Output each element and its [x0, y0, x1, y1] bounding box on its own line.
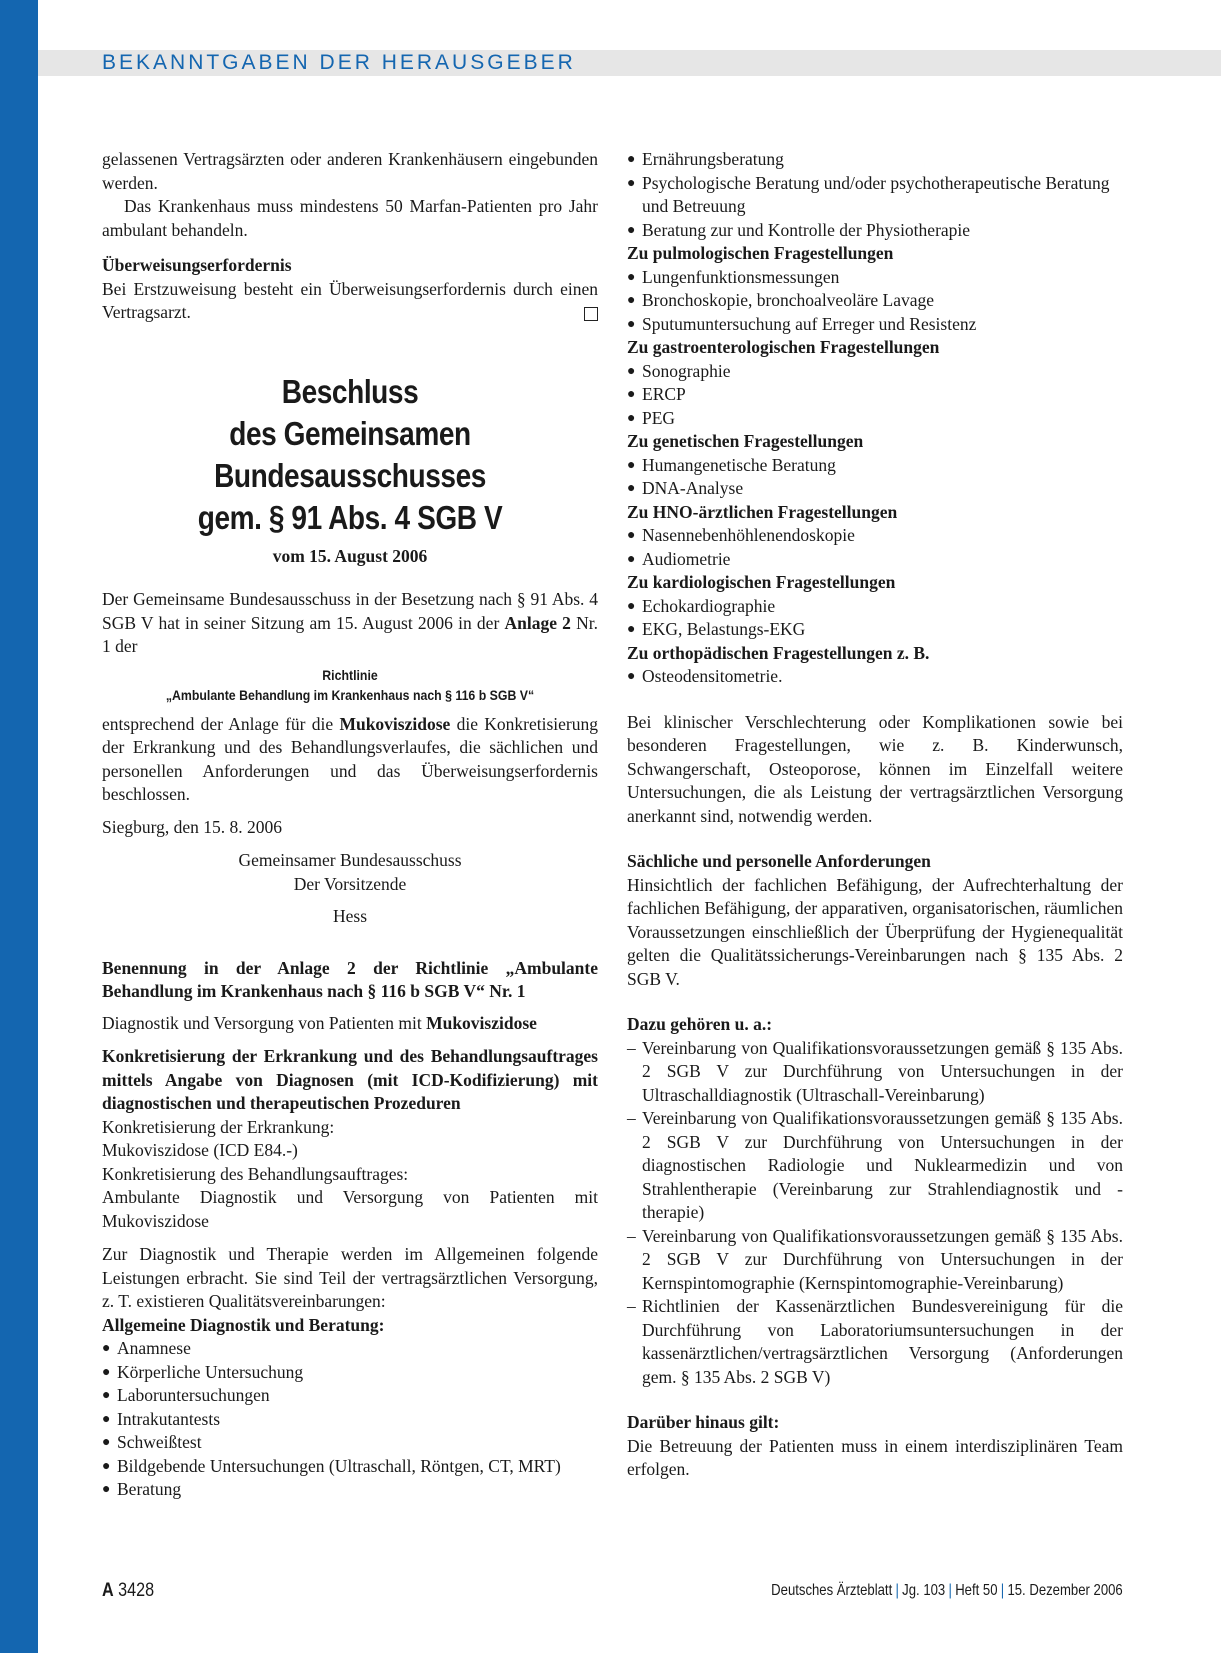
list-item: ● Ernährungsberatung [627, 148, 1123, 172]
intro-paragraph-2: Das Krankenhaus muss mindestens 50 Marfan-Patienten pro Jahr ambulant behandeln. [102, 196, 598, 240]
ueberweisung-heading: Überweisungserfordernis [102, 255, 292, 275]
list-item: ● Bildgebende Untersuchungen (Ultraschall, Röntgen, CT, MRT) [102, 1455, 598, 1479]
sidebar-accent-bar [0, 0, 38, 1653]
konkretisierung-line: Konkretisierung der Erkrankung: [102, 1116, 335, 1137]
list-item: ● Intrakutantests [102, 1408, 598, 1432]
title-line: Beschluss [281, 372, 419, 410]
resolution-date: vom 15. August 2006 [272, 545, 428, 566]
signature-org: Gemeinsamer Bundesausschuss [238, 850, 462, 870]
journal-name: Deutsches Ärzteblatt [771, 1582, 893, 1599]
gastro-list [627, 360, 1123, 431]
darueber-heading: Darüber hinaus gilt: [627, 1412, 780, 1432]
diagnostik-line: Diagnostik und Versorgung von Patienten mit Mukoviszidose [102, 1012, 537, 1033]
right-column [627, 148, 1123, 1482]
list-item: ● EKG, Belastungs-EKG [627, 618, 1123, 642]
resolution-paragraph-2: entsprechend der Anlage für die Mukoviszidose die Konkretisierung der Erkrankung und des Behandlungsverlaufes, die sächlichen und personellen Anforderungen und das Überweisungserfordernis beschlossen. [102, 713, 598, 804]
saechlich-text: Hinsichtlich der fachlichen Befähigung, der Aufrechterhaltung der fachlichen Befähigung, der apparativen, organisatorischen, räumlichen Voraussetzungen einschließlich der Überprüfung der Hygienequalität gelten die Qualitätssicherungs-Vereinbarungen nach § 135 Abs. 2 SGB V. [627, 874, 1123, 989]
footer-citation: Deutsches Ärzteblatt | Jg. 103 | Heft 50 | 15. Dezember 2006 [771, 1582, 1123, 1599]
kardio-list [627, 595, 1123, 642]
list-item: ● Humangenetische Beratung [627, 454, 1123, 478]
beratung-list [627, 148, 1123, 242]
darueber-text: Die Betreuung der Patienten muss in einem interdisziplinären Team erfolgen. [627, 1435, 1123, 1479]
allgemeine-heading: Allgemeine Diagnostik und Beratung: [102, 1314, 385, 1335]
hno-list [627, 524, 1123, 571]
left-column [102, 148, 598, 1502]
page-number: A 3428 [102, 1580, 155, 1601]
richtlinie-name: „Ambulante Behandlung im Krankenhaus nach § 116 b SGB V“ [165, 686, 535, 703]
richtlinie-title [132, 665, 568, 705]
list-item: ● Lungenfunktionsmessungen [627, 266, 1123, 290]
konkretisierung-heading: Konkretisierung der Erkrankung und des Behandlungsauftrages mittels Angabe von Diagnosen (mit ICD-Kodifizierung) mit diagnostischen und therapeutischen Prozeduren [102, 1046, 598, 1113]
list-item: – Vereinbarung von Qualifikationsvoraussetzungen gemäß § 135 Abs. 2 SGB V zur Durchführung von Untersuchungen in der Kernspintomographie (Kernspintomographie-Vereinbarung) [627, 1225, 1123, 1296]
volume: Jg. 103 [902, 1582, 946, 1599]
list-item: – Richtlinien der Kassenärztlichen Bundesvereinigung für die Durchführung von Laboratoriumsuntersuchungen in der kassenärztlichen/vertragsärztlichen Versorgung (Anforderungen gem. § 135 Abs. 2 SGB V) [627, 1295, 1123, 1389]
ortho-list [627, 665, 1123, 689]
klinisch-paragraph: Bei klinischer Verschlechterung oder Komplikationen sowie bei besonderen Fragestellungen, wie z. B. Kinderwunsch, Schwangerschaft, Osteoporose, können im Einzelfall weitere Untersuchungen, die als Leistung der vertragsärztlichen Versorgung anerkannt sind, notwendig werden. [627, 711, 1123, 826]
issue-date: 15. Dezember 2006 [1007, 1582, 1123, 1599]
list-item: ● Beratung [102, 1478, 598, 1502]
list-item: ● Echokardiographie [627, 595, 1123, 619]
title-line: des Gemeinsamen Bundesausschusses [214, 414, 486, 494]
kardio-heading: Zu kardiologischen Fragestellungen [627, 572, 896, 592]
allgemeine-list [102, 1337, 598, 1502]
list-item: ● ERCP [627, 383, 1123, 407]
list-item: ● Sonographie [627, 360, 1123, 384]
konkretisierung-line: Konkretisierung des Behandlungsauftrages: [102, 1163, 409, 1184]
signature-role: Der Vorsitzende [293, 873, 407, 894]
genet-list [627, 454, 1123, 501]
hno-heading: Zu HNO-ärztlichen Fragestellungen [627, 501, 898, 522]
saechlich-heading: Sächliche und personelle Anforderungen [627, 851, 931, 871]
list-item: ● Osteodensitometrie. [627, 665, 1123, 689]
genet-heading: Zu genetischen Fragestellungen [627, 431, 864, 451]
konkretisierung-line: Ambulante Diagnostik und Versorgung von Patienten mit Mukoviszidose [102, 1187, 598, 1231]
intro-paragraph: gelassenen Vertragsärzten oder anderen Krankenhäusern eingebunden werden. [102, 149, 598, 193]
issue: Heft 50 [955, 1582, 998, 1599]
gastro-heading: Zu gastroenterologischen Fragestellungen [627, 337, 940, 357]
signature-name: Hess [332, 906, 368, 926]
dazu-list [627, 1037, 1123, 1390]
list-item: – Vereinbarung von Qualifikationsvoraussetzungen gemäß § 135 Abs. 2 SGB V zur Durchführung von Untersuchungen in der diagnostischen Radiologie und Nuklearmedizin und von Strahlentherapie (Vereinbarung zur Strahlendiagnostik und -therapie) [627, 1107, 1123, 1225]
end-mark-icon [584, 307, 598, 321]
list-item: – Vereinbarung von Qualifikationsvoraussetzungen gemäß § 135 Abs. 2 SGB V zur Durchführung von Untersuchungen in der Ultraschalldiagnostik (Ultraschall-Vereinbarung) [627, 1037, 1123, 1108]
richtlinie-label: Richtlinie [322, 666, 378, 683]
list-item: ● Beratung zur und Kontrolle der Physiotherapie [627, 219, 1123, 243]
dazu-heading: Dazu gehören u. a.: [627, 1014, 773, 1034]
list-item: ● Nasennebenhöhlenendoskopie [627, 524, 1123, 548]
list-item: ● Psychologische Beratung und/oder psychotherapeutische Beratung und Betreuung [627, 172, 1123, 219]
list-item: ● PEG [627, 407, 1123, 431]
konkretisierung-line: Mukoviszidose (ICD E84.-) [102, 1140, 298, 1160]
resolution-paragraph: Der Gemeinsame Bundesausschuss in der Besetzung nach § 91 Abs. 4 SGB V hat in seiner Sitzung am 15. August 2006 in der Anlage 2 Nr. 1 der [102, 589, 599, 656]
ueberweisung-text: Bei Erstzuweisung besteht ein Überweisungserfordernis durch einen Vertragsarzt. [102, 278, 598, 322]
ortho-heading: Zu orthopädischen Fragestellungen z. B. [627, 642, 930, 663]
list-item: ● Körperliche Untersuchung [102, 1361, 598, 1385]
list-item: ● Sputumuntersuchung auf Erreger und Resistenz [627, 313, 1123, 337]
title-line: gem. § 91 Abs. 4 SGB V [197, 498, 503, 536]
pulmo-heading: Zu pulmologischen Fragestellungen [627, 243, 894, 263]
resolution-title [139, 371, 561, 539]
pulmo-list [627, 266, 1123, 337]
section-header: BEKANNTGABEN DER HERAUSGEBER [102, 51, 576, 74]
list-item: ● Anamnese [102, 1337, 598, 1361]
benennung-heading: Benennung in der Anlage 2 der Richtlinie „Ambulante Behandlung im Krankenhaus nach § 116 b SGB V“ Nr. 1 [102, 957, 598, 1001]
list-item: ● Schweißtest [102, 1431, 598, 1455]
list-item: ● Bronchoskopie, bronchoalveoläre Lavage [627, 289, 1123, 313]
list-item: ● Audiometrie [627, 548, 1123, 572]
list-item: ● DNA-Analyse [627, 477, 1123, 501]
list-item: ● Laboruntersuchungen [102, 1384, 598, 1408]
place-date: Siegburg, den 15. 8. 2006 [102, 816, 283, 837]
leistungen-paragraph: Zur Diagnostik und Therapie werden im Allgemeinen folgende Leistungen erbracht. Sie sind Teil der vertragsärztlichen Versorgung, z. T. existieren Qualitätsvereinbarungen: [102, 1244, 598, 1311]
